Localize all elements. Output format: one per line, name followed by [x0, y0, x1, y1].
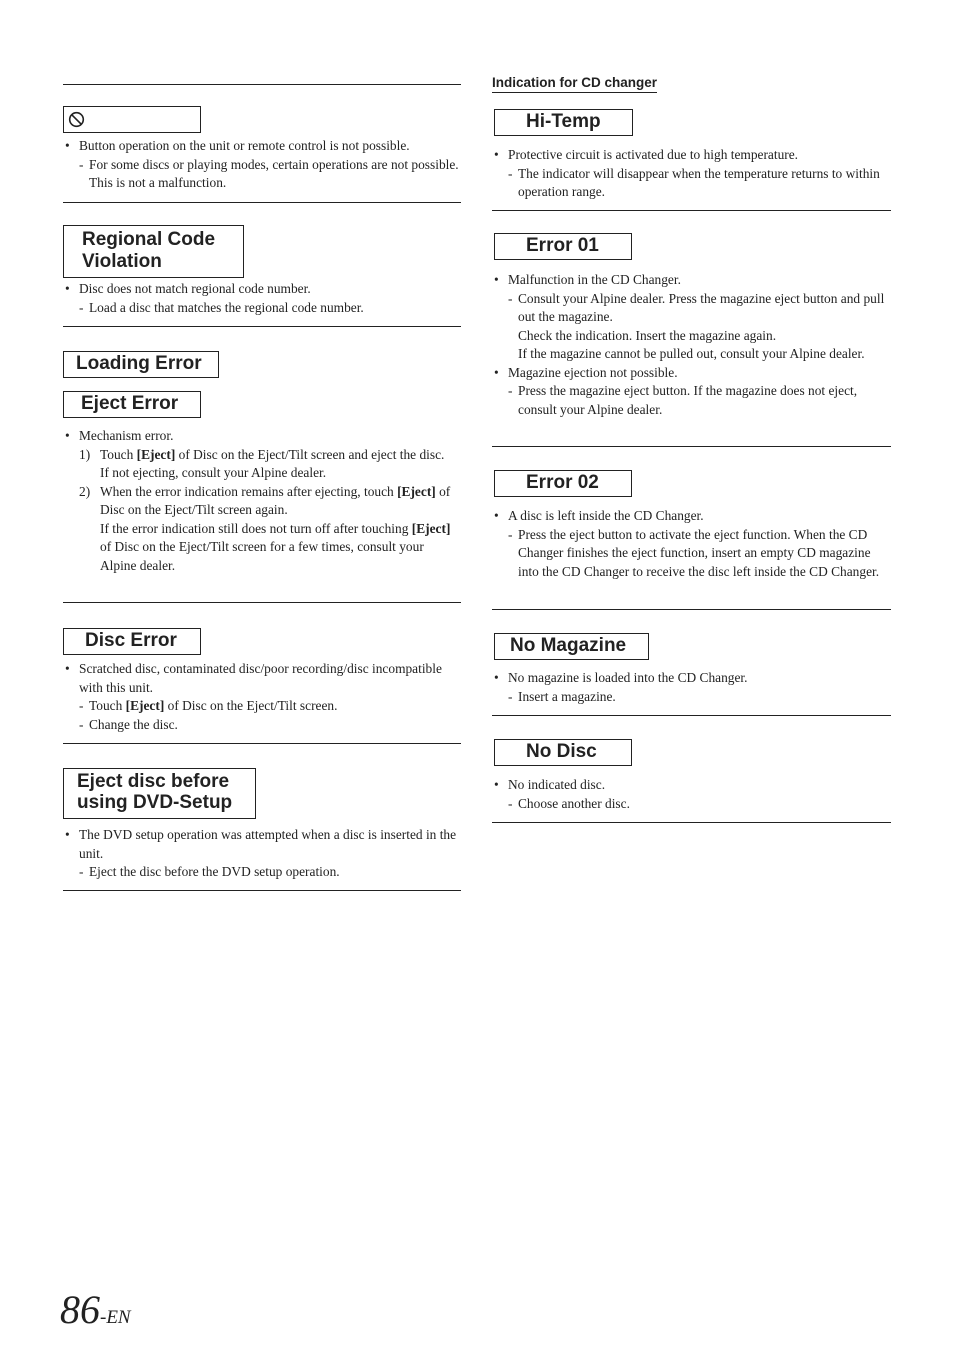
divider — [63, 743, 461, 744]
error-02-label: Error 02 — [494, 470, 632, 497]
bullet-item: • Malfunction in the CD Changer. — [492, 271, 891, 290]
regional-description — [63, 280, 461, 317]
divider — [63, 84, 461, 85]
eject-key-text: [Eject] — [411, 520, 451, 536]
bullet-item: • Mechanism error. — [63, 427, 461, 446]
page-language-suffix: -EN — [100, 1307, 131, 1328]
bullet-item: • Disc does not match regional code number. — [63, 280, 461, 299]
bullet-item: • Magazine ejection not possible. — [492, 364, 891, 383]
divider — [492, 609, 891, 610]
step-item — [63, 483, 461, 520]
continuation-text — [63, 520, 461, 576]
dash-item — [63, 697, 461, 716]
continuation-text: If not ejecting, consult your Alpine dealer. — [100, 465, 327, 480]
divider — [492, 715, 891, 716]
disc-error-label: Disc Error — [63, 628, 201, 655]
bullet-item: • Scratched disc, contaminated disc/poor recording/disc incompatible with this unit. — [63, 660, 461, 697]
eject-error-label: Eject Error — [63, 391, 201, 418]
loading-error-label: Loading Error — [63, 351, 219, 378]
error-02-description — [492, 507, 891, 581]
text: of Disc on the Eject/Tilt screen. — [164, 698, 338, 713]
step-number: 2) — [79, 483, 91, 499]
continuation-text: If the magazine cannot be pulled out, consult your Alpine dealer. — [518, 346, 865, 361]
page-number — [60, 1286, 131, 1333]
label-line: Violation — [82, 251, 162, 272]
label-line: Eject disc before — [77, 771, 230, 792]
bullet-item: • Protective circuit is activated due to high temperature. — [492, 146, 891, 165]
text: of Disc on the Eject/Tilt screen for a few times, consult your Alpine dealer. — [100, 539, 424, 573]
dash-item: - The indicator will disappear when the temperature returns to within operation range. — [492, 165, 891, 202]
disc-error-description — [63, 660, 461, 734]
text: Touch — [89, 698, 126, 713]
dash-item: - For some discs or playing modes, certain operations are not possible. This is not a malfunction. — [63, 156, 461, 193]
divider — [492, 446, 891, 447]
divider — [492, 822, 891, 823]
text: Touch — [100, 446, 137, 462]
hi-temp-label: Hi-Temp — [494, 109, 633, 136]
label-line: using DVD-Setup — [77, 792, 233, 813]
bullet-item: • The DVD setup operation was attempted when a disc is inserted in the unit. — [63, 826, 461, 863]
no-magazine-label: No Magazine — [494, 633, 649, 660]
text: of Disc on the Eject/Tilt screen again. — [100, 483, 451, 517]
continuation-text: Check the indication. Insert the magazine again. — [518, 327, 777, 343]
dash-item: - Press the magazine eject button. If the magazine does not eject, consult your Alpine dealer. — [492, 382, 891, 419]
hi-temp-description — [492, 146, 891, 202]
bullet-item: • No magazine is loaded into the CD Changer. — [492, 669, 891, 688]
divider — [63, 602, 461, 603]
no-disc-label: No Disc — [494, 739, 632, 766]
dash-item: - Change the disc. — [63, 716, 461, 735]
divider — [63, 890, 461, 891]
eject-error-description — [63, 427, 461, 575]
eject-key-text: [Eject] — [125, 698, 165, 713]
no-magazine-description — [492, 669, 891, 706]
dash-item: - Press the eject button to activate the eject function. When the CD Changer finishes the eject function, insert an empty CD magazine into the CD Changer to receive the disc left inside the CD Changer. — [492, 526, 891, 582]
dash-item: - Choose another disc. — [492, 795, 891, 814]
eject-key-text: [Eject] — [397, 483, 436, 499]
regional-code-violation-label — [63, 225, 244, 278]
prohibited-icon — [68, 111, 85, 128]
bullet-item: • No indicated disc. — [492, 776, 891, 795]
eject-key-text: [Eject] — [136, 446, 176, 462]
divider — [63, 326, 461, 327]
no-disc-description — [492, 776, 891, 813]
prohibit-description — [63, 137, 461, 193]
section-heading: Indication for CD changer — [492, 74, 657, 93]
step-number: 1) — [79, 446, 91, 462]
bullet-item: • Button operation on the unit or remote control is not possible. — [63, 137, 461, 156]
label-line: Regional Code — [82, 229, 216, 250]
text: of Disc on the Eject/Tilt screen and eject the disc. — [175, 446, 445, 462]
dash-item: - Consult your Alpine dealer. Press the magazine eject button and pull out the magazine. — [492, 290, 891, 327]
eject-before-description — [63, 826, 461, 882]
eject-disc-before-setup-label — [63, 768, 256, 819]
divider — [492, 210, 891, 211]
page-number-value: 86 — [60, 1287, 100, 1332]
error-01-description — [492, 271, 891, 419]
dash-item: - Load a disc that matches the regional code number. — [63, 299, 461, 318]
divider — [63, 202, 461, 203]
text: If the error indication still does not turn off after touching — [100, 520, 412, 536]
dash-item: - Eject the disc before the DVD setup operation. — [63, 863, 461, 882]
error-01-label: Error 01 — [494, 233, 632, 260]
prohibit-indicator-box — [63, 106, 201, 133]
text: When the error indication remains after ejecting, touch — [100, 483, 398, 499]
bullet-item: • A disc is left inside the CD Changer. — [492, 507, 891, 526]
dash-item: - Insert a magazine. — [492, 688, 891, 707]
step-item — [63, 446, 461, 465]
